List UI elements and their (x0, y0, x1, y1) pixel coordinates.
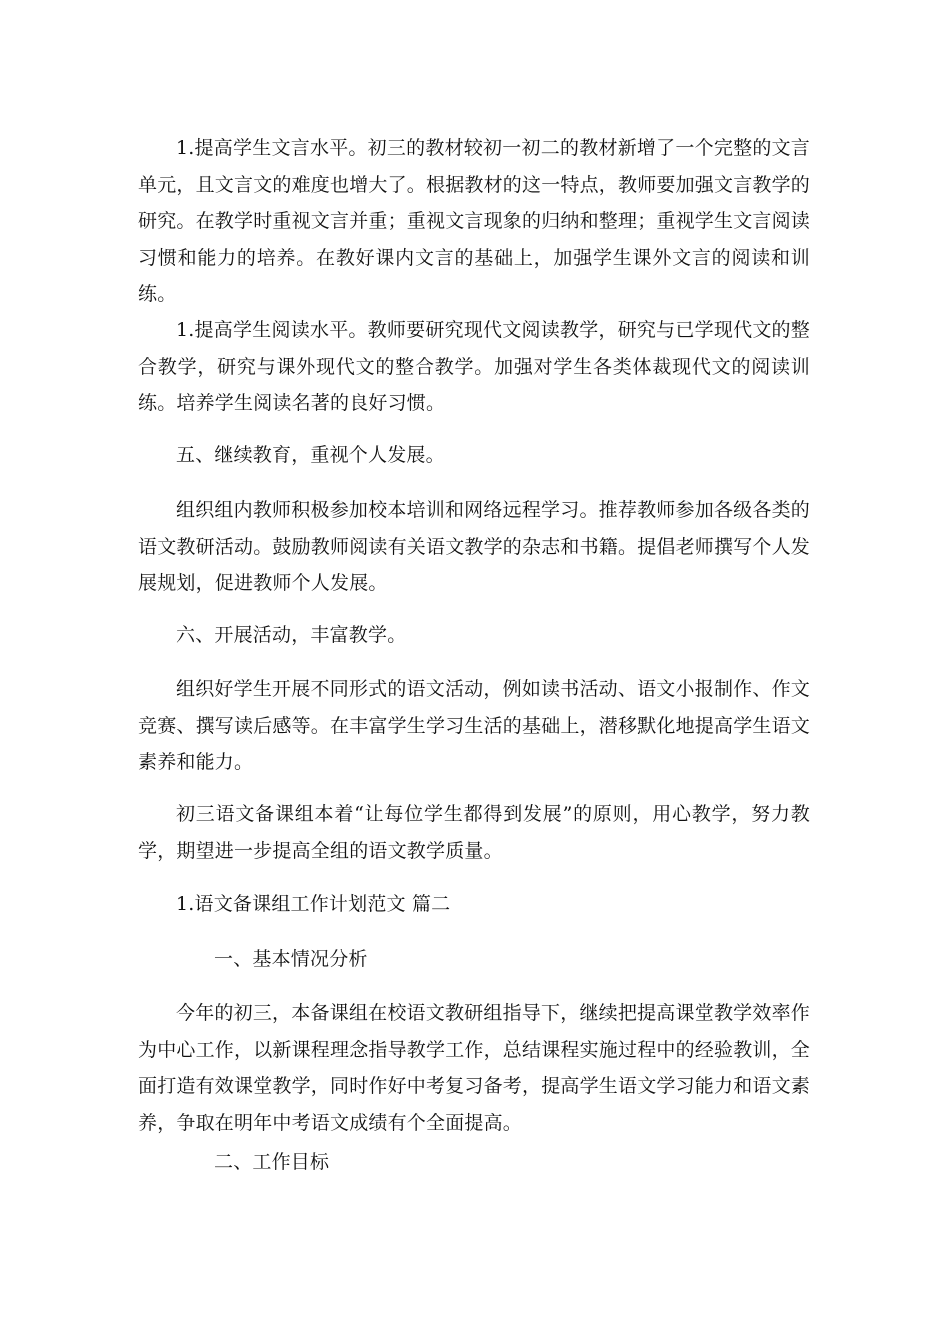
heading-activities: 六、开展活动，丰富教学。 (176, 624, 407, 646)
paragraph-teacher-training: 组织组内教师积极参加校本培训和网络远程学习。推荐教师参加各级各类的语文教研活动。鼓励教师阅读有关语文教学的杂志和书籍。提倡老师撰写个人发展规划，促进教师个人发展。 (138, 499, 811, 594)
heading-continuing-education: 五、继续教育，重视个人发展。 (176, 444, 445, 466)
paragraph-reading-level: 1.提高学生阅读水平。教师要研究现代文阅读教学，研究与已学现代文的整合教学，研究与课外现代文的整合教学。加强对学生各类体裁现代文的阅读训练。培养学生阅读名著的良好习惯。 (138, 319, 810, 414)
paragraph-student-activities: 组织好学生开展不同形式的语文活动，例如读书活动、语文小报制作、作文竞赛、撰写读后感等。在丰富学生学习生活的基础上，潜移默化地提高学生语文素养和能力。 (138, 678, 811, 773)
paragraph-situation-analysis: 今年的初三，本备课组在校语文教研组指导下，继续把提高课堂教学效率作为中心工作，以新课程理念指导教学工作，总结课程实施过程中的经验教训，全面打造有效课堂教学，同时作好中考复习备考，提高学生语文学习能力和语文素养，争取在明年中考语文成绩有个全面提高。 (138, 1002, 811, 1134)
heading-plan-part-two: 1.语文备课组工作计划范文 篇二 (176, 893, 451, 915)
paragraph-classical-chinese: 1.提高学生文言水平。初三的教材较初一初二的教材新增了一个完整的文言单元，且文言文的难度也增大了。根据教材的这一特点，教师要加强文言教学的研究。在教学时重视文言并重；重视文言现象的归纳和整理；重视学生文言阅读习惯和能力的培养。在教好课内文言的基础上，加强学生课外文言的阅读和训练。 (138, 137, 811, 305)
heading-work-goals: 二、工作目标 (214, 1151, 330, 1173)
heading-situation-analysis: 一、基本情况分析 (214, 948, 368, 970)
paragraph-conclusion: 初三语文备课组本着“让每位学生都得到发展”的原则，用心教学，努力教学，期望进一步提高全组的语文教学质量。 (138, 803, 810, 862)
